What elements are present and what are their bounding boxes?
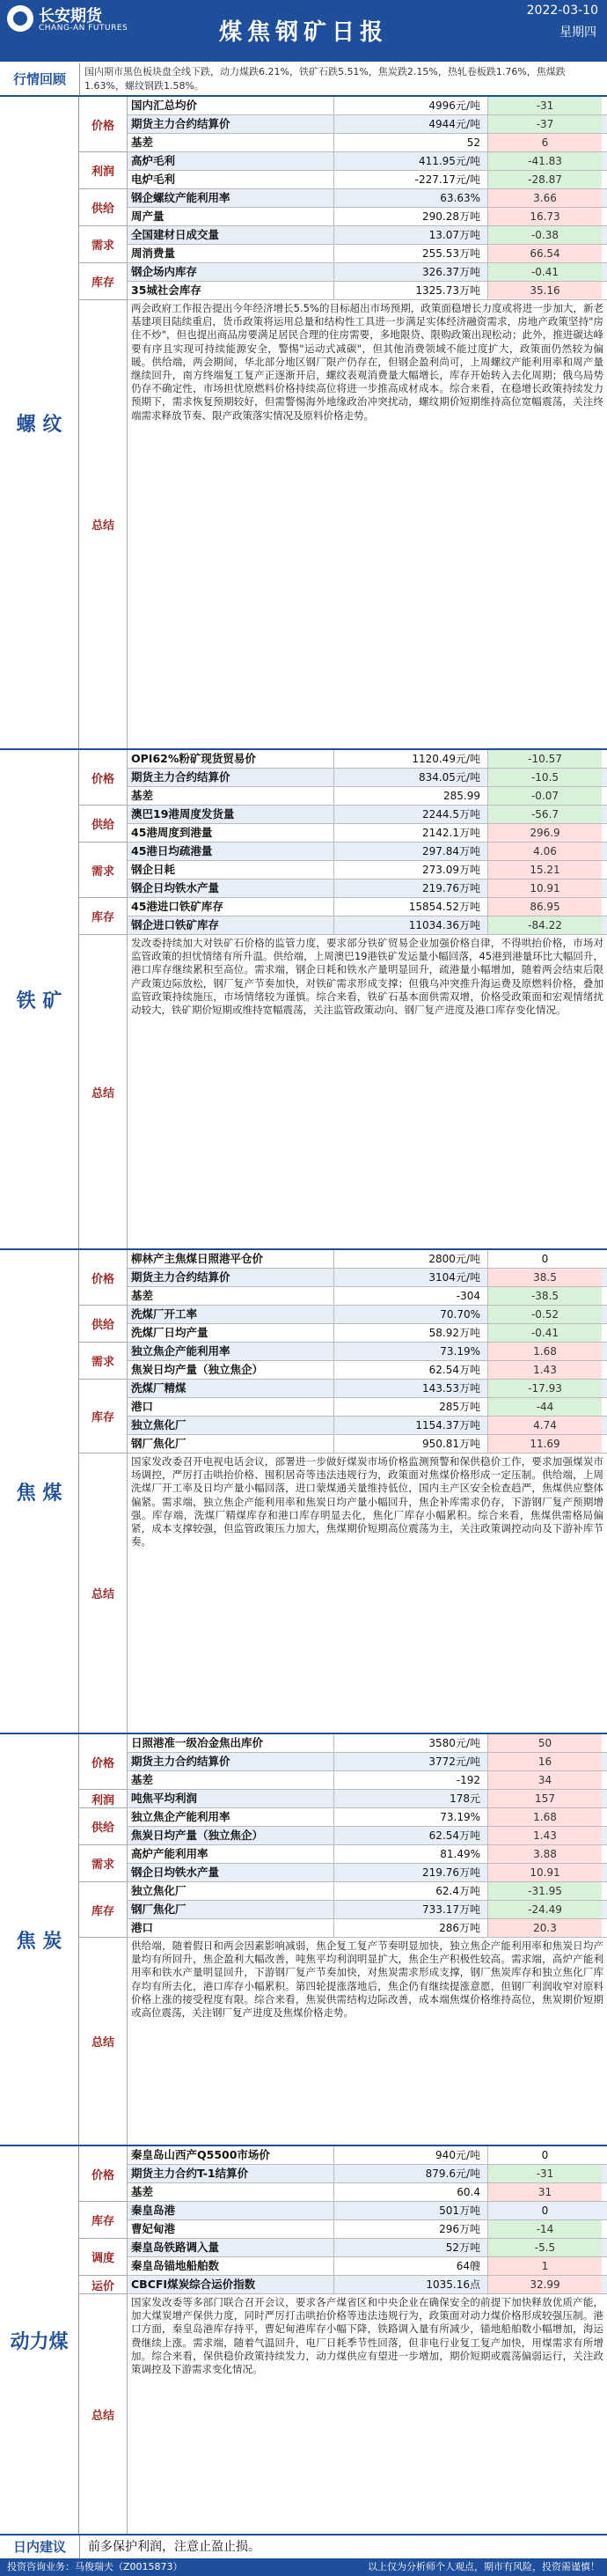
indicator-change: 296.9 bbox=[488, 824, 602, 842]
indicator-change: 0 bbox=[541, 1253, 549, 1265]
indicator-change: -37 bbox=[488, 115, 602, 133]
indicator-name: 钢企日均铁水产量 bbox=[128, 880, 334, 897]
indicator-name: 秦皇岛港 bbox=[128, 2202, 334, 2219]
table-row bbox=[128, 1361, 607, 1380]
indicator-value: 2244.5万吨 bbox=[334, 806, 488, 823]
indicator-value: 63.63% bbox=[334, 189, 488, 207]
indicator-group bbox=[79, 2239, 607, 2276]
indicator-value: 1325.73万吨 bbox=[334, 282, 488, 299]
indicator-value: -192 bbox=[334, 1771, 488, 1789]
indicator-change: 0 bbox=[541, 2149, 549, 2161]
table-row bbox=[128, 750, 607, 769]
indicator-name: 港口 bbox=[128, 1398, 334, 1416]
summary-text: 国家发改委等多部门联合召开会议，要求各产煤省区和中央企业在确保安全的前提下加快释放优质产能，加大煤炭增产保供力度，同时严厉打击哄抬价格等违法违规行为，政策面对动力煤价格形成较强压制。港口方面，秦皇岛港库存持平，曹妃甸港库存小幅下降，铁路调入量有所减少，锚地船舶数小幅增加，海运费继续上涨。需求端，随着气温回升，电厂日耗季节性回落，但非电行业复工复产加快，用煤需求有所增加。综合来看，保供稳价政策持续发力，动力煤供应有望进一步增加，期价短期或震荡偏弱运行，关注政策调控及下游需求变化情况。 bbox=[131, 2296, 603, 2376]
table-row bbox=[128, 1845, 607, 1864]
table-row bbox=[128, 1919, 607, 1938]
summary-label: 总结 bbox=[79, 1938, 128, 2145]
indicator-category: 库存 bbox=[79, 1882, 128, 1938]
indicator-name: 基差 bbox=[128, 1287, 334, 1305]
indicator-value: 3772元/吨 bbox=[334, 1753, 488, 1770]
indicator-name: 周产量 bbox=[128, 208, 334, 225]
indicator-name: 焦炭日均产量（独立焦企） bbox=[128, 1361, 334, 1379]
indicator-group bbox=[79, 2276, 607, 2294]
table-row bbox=[128, 769, 607, 787]
indicator-group bbox=[79, 1734, 607, 1790]
summary-label: 总结 bbox=[79, 935, 128, 1248]
market-review-label: 行情回顾 bbox=[0, 63, 80, 95]
indicator-value: 15854.52万吨 bbox=[334, 898, 488, 916]
indicator-group bbox=[79, 1882, 607, 1938]
indicator-value: 13.07万吨 bbox=[334, 226, 488, 244]
table-row bbox=[128, 1882, 607, 1901]
table-row bbox=[128, 843, 607, 861]
indicator-value: 219.76万吨 bbox=[334, 880, 488, 897]
indicator-change: 3.88 bbox=[488, 1845, 602, 1863]
indicator-name: 期货主力合约结算价 bbox=[128, 1269, 334, 1286]
table-row bbox=[128, 189, 607, 208]
summary-text: 供给端，随着假日和两会因素影响减弱，焦企复工复产节奏明显加快，独立焦企产能利用率和焦炭日均产量均有所回升，焦企盈利大幅改善，吨焦平均利润明显扩大，焦企生产积极性较高。需求端，高炉产能利用率和铁水产量明显回升，下游钢厂复产节奏加快，对焦炭需求形成支撑，钢厂焦炭库存和独立焦化厂库存均有所去化，港口库存小幅累积。第四轮提涨落地后，焦企仍有继续提涨意愿，但钢厂利润收窄对原料价格上涨的接受程度有限。综合来看，焦炭供需结构边际改善，成本端焦煤价格维持高位，焦炭期价短期或高位震荡，关注钢厂复产进度及焦煤价格走势。 bbox=[131, 1939, 603, 2020]
indicator-change: 4.06 bbox=[488, 843, 602, 860]
indicator-value: 950.81万吨 bbox=[334, 1435, 488, 1453]
indicator-value: 62.54万吨 bbox=[334, 1361, 488, 1379]
table-row bbox=[128, 1287, 607, 1306]
indicator-change: 38.5 bbox=[488, 1269, 602, 1286]
indicator-value: 52万吨 bbox=[334, 2239, 488, 2256]
indicator-table bbox=[79, 97, 607, 300]
summary-label: 总结 bbox=[79, 1454, 128, 1733]
indicator-table bbox=[79, 2146, 607, 2294]
indicator-value: 296万吨 bbox=[334, 2220, 488, 2238]
indicator-group bbox=[79, 263, 607, 300]
market-review-text: 国内期市黑色板块盘全线下跌，动力煤跌6.21%，铁矿石跌5.51%，焦炭跌2.15%，热轧卷板跌1.76%，焦煤跌1.63%，螺纹钢跌1.58%。 bbox=[84, 66, 566, 92]
indicator-change: -0.38 bbox=[488, 226, 602, 244]
indicator-name: 周消费量 bbox=[128, 245, 334, 262]
indicator-change: 0 bbox=[541, 2204, 549, 2217]
table-row bbox=[128, 1771, 607, 1790]
indicator-change: -0.41 bbox=[488, 263, 602, 281]
table-row bbox=[128, 282, 607, 300]
indicator-name: 钢企日耗 bbox=[128, 861, 334, 879]
table-row bbox=[128, 861, 607, 880]
indicator-category: 需求 bbox=[79, 1845, 128, 1882]
indicator-value: 290.28万吨 bbox=[334, 208, 488, 225]
indicator-name: 国内汇总均价 bbox=[128, 97, 334, 114]
indicator-change: -10.5 bbox=[488, 769, 602, 786]
indicator-value: 297.84万吨 bbox=[334, 843, 488, 860]
indicator-value: 1154.37万吨 bbox=[334, 1417, 488, 1434]
table-row bbox=[128, 97, 607, 115]
indicator-name: 期货主力合约T-1结算价 bbox=[128, 2165, 334, 2182]
indicator-name: 电炉毛利 bbox=[128, 171, 334, 188]
indicator-change: 16 bbox=[488, 1753, 602, 1770]
indicator-change: 10.91 bbox=[488, 880, 602, 897]
indicator-change: 35.16 bbox=[488, 282, 602, 299]
table-row bbox=[128, 1306, 607, 1324]
indicator-value: 1120.49元/吨 bbox=[334, 750, 488, 768]
indicator-name: 基差 bbox=[128, 2183, 334, 2201]
indicator-value: 285万吨 bbox=[334, 1398, 488, 1416]
indicator-change: 66.54 bbox=[488, 245, 602, 262]
indicator-category: 价格 bbox=[79, 97, 128, 152]
indicator-name: 秦皇岛锚地船舶数 bbox=[128, 2257, 334, 2275]
indicator-name: 澳巴19港周度发货量 bbox=[128, 806, 334, 823]
indicator-category: 供给 bbox=[79, 806, 128, 843]
intraday-advice-label: 日内建议 bbox=[0, 2536, 80, 2558]
indicator-value: 143.53万吨 bbox=[334, 1380, 488, 1397]
indicator-name: 全国建材日成交量 bbox=[128, 226, 334, 244]
indicator-category: 库存 bbox=[79, 1380, 128, 1454]
section-thermal-coal bbox=[0, 2146, 607, 2536]
table-row bbox=[128, 1864, 607, 1882]
indicator-change: -10.57 bbox=[488, 750, 602, 768]
indicator-name: 期货主力合约结算价 bbox=[128, 1753, 334, 1770]
indicator-change: 1 bbox=[488, 2257, 602, 2275]
company-name: 长安期货 bbox=[39, 7, 102, 26]
indicator-category: 库存 bbox=[79, 263, 128, 300]
indicator-name: 45港进口铁矿库存 bbox=[128, 898, 334, 916]
indicator-group bbox=[79, 898, 607, 935]
indicator-name: 基差 bbox=[128, 134, 334, 151]
table-row bbox=[128, 2276, 607, 2294]
indicator-change: -56.7 bbox=[488, 806, 602, 823]
indicator-name: 钢厂焦化厂 bbox=[128, 1901, 334, 1918]
indicator-category: 利润 bbox=[79, 1790, 128, 1808]
indicator-group bbox=[79, 750, 607, 806]
company-name-en: CHANG-AN FUTURES bbox=[39, 24, 128, 33]
report-date: 2022-03-10 bbox=[526, 4, 598, 18]
indicator-change: 1.43 bbox=[488, 1361, 602, 1379]
summary-label: 总结 bbox=[79, 2294, 128, 2534]
summary-block bbox=[79, 1454, 607, 1733]
indicator-value: -304 bbox=[334, 1287, 488, 1305]
indicator-value: 62.54万吨 bbox=[334, 1827, 488, 1844]
indicator-category: 需求 bbox=[79, 226, 128, 263]
indicator-name: 独立焦企产能利用率 bbox=[128, 1343, 334, 1360]
indicator-group bbox=[79, 1250, 607, 1306]
indicator-name: 秦皇岛铁路调入量 bbox=[128, 2239, 334, 2256]
indicator-name: 高炉毛利 bbox=[128, 152, 334, 170]
indicator-group bbox=[79, 1380, 607, 1454]
table-row bbox=[128, 1398, 607, 1417]
indicator-name: 45港周度到港量 bbox=[128, 824, 334, 842]
indicator-change: 1.68 bbox=[488, 1343, 602, 1360]
indicator-value: 3580元/吨 bbox=[334, 1734, 488, 1752]
indicator-value: 73.19% bbox=[334, 1343, 488, 1360]
summary-label: 总结 bbox=[79, 300, 128, 748]
indicator-name: 日照港准一级冶金焦出库价 bbox=[128, 1734, 334, 1752]
intraday-advice bbox=[0, 2536, 607, 2559]
indicator-category: 价格 bbox=[79, 2146, 128, 2202]
table-row bbox=[128, 1343, 607, 1361]
indicator-value: -227.17元/吨 bbox=[334, 171, 488, 188]
indicator-name: 期货主力合约结算价 bbox=[128, 115, 334, 133]
table-row bbox=[128, 1435, 607, 1454]
indicator-name: 独立焦企产能利用率 bbox=[128, 1808, 334, 1826]
indicator-group bbox=[79, 1790, 607, 1808]
indicator-change: -0.41 bbox=[488, 1324, 602, 1342]
intraday-advice-text: 前多保护利润，注意止盈止损。 bbox=[88, 2540, 260, 2554]
indicator-change: 31 bbox=[488, 2183, 602, 2201]
indicator-category: 运价 bbox=[79, 2276, 128, 2294]
indicator-change: -31 bbox=[488, 97, 602, 114]
indicator-group bbox=[79, 843, 607, 898]
summary-block bbox=[79, 935, 607, 1248]
table-row bbox=[128, 898, 607, 916]
indicator-value: 4944元/吨 bbox=[334, 115, 488, 133]
indicator-change: 6 bbox=[488, 134, 602, 151]
indicator-change: -5.5 bbox=[488, 2239, 602, 2256]
indicator-category: 价格 bbox=[79, 1250, 128, 1306]
indicator-value: 178元 bbox=[334, 1790, 488, 1807]
summary-block bbox=[79, 300, 607, 748]
indicator-name: 柳林产主焦煤日照港平仓价 bbox=[128, 1250, 334, 1268]
indicator-category: 供给 bbox=[79, 1808, 128, 1845]
indicator-group bbox=[79, 1845, 607, 1882]
indicator-value: 2800元/吨 bbox=[334, 1250, 488, 1268]
indicator-name: 钢企场内库存 bbox=[128, 263, 334, 281]
section-label: 焦 煤 bbox=[0, 1250, 79, 1733]
indicator-name: 秦皇岛山西产Q5500市场价 bbox=[128, 2146, 334, 2164]
indicator-change: -0.52 bbox=[488, 1306, 602, 1323]
indicator-value: 255.53万吨 bbox=[334, 245, 488, 262]
indicator-value: 64艘 bbox=[334, 2257, 488, 2275]
indicator-name: 基差 bbox=[128, 787, 334, 805]
table-row bbox=[128, 208, 607, 226]
indicator-value: 219.76万吨 bbox=[334, 1864, 488, 1881]
table-row bbox=[128, 1324, 607, 1343]
indicator-name: 吨焦平均利润 bbox=[128, 1790, 334, 1807]
indicator-name: 独立焦化厂 bbox=[128, 1882, 334, 1900]
table-row bbox=[128, 2202, 607, 2220]
indicator-name: 洗煤厂开工率 bbox=[128, 1306, 334, 1323]
section-label: 铁 矿 bbox=[0, 750, 79, 1248]
indicator-change: 50 bbox=[488, 1734, 602, 1752]
indicator-change: -41.83 bbox=[488, 152, 602, 170]
table-row bbox=[128, 2165, 607, 2183]
report-weekday: 星期四 bbox=[559, 26, 596, 40]
indicator-name: 钢企日均铁水产量 bbox=[128, 1864, 334, 1881]
report-footer bbox=[0, 2558, 607, 2576]
summary-block bbox=[79, 1938, 607, 2145]
indicator-category: 库存 bbox=[79, 2202, 128, 2239]
table-row bbox=[128, 1901, 607, 1919]
table-row bbox=[128, 916, 607, 935]
indicator-change: 32.99 bbox=[488, 2276, 602, 2293]
indicator-change: 86.95 bbox=[488, 898, 602, 916]
indicator-change: -38.5 bbox=[488, 1287, 602, 1305]
table-row bbox=[128, 263, 607, 282]
summary-text: 发改委持续加大对铁矿石价格的监管力度，要求部分铁矿贸易企业加强价格自律，不得哄抬价格，市场对监管政策的担忧情绪有所升温。供给端，上周澳巴19港铁矿发运量小幅回落，45港到港量环比大幅回升，港口库存继续累积至高位。需求端，钢企日耗和铁水产量明显回升，疏港量小幅增加，随着两会结束后限产政策边际放松，钢厂复产节奏加快，对铁矿需求形成支撑；但俄乌冲突推升海运费及原燃料价格，叠加监管政策持续施压，市场情绪较为谨慎。综合来看，铁矿石基本面供需双增，价格受政策面和宏观情绪扰动较大，铁矿期价短期或维持宽幅震荡，关注监管政策动向、钢厂复产进度及港口库存变化情况。 bbox=[131, 937, 603, 1017]
table-row bbox=[128, 115, 607, 134]
table-row bbox=[128, 1269, 607, 1287]
table-row bbox=[128, 226, 607, 245]
table-row bbox=[128, 245, 607, 263]
indicator-change: 16.73 bbox=[488, 208, 602, 225]
summary-block bbox=[79, 2294, 607, 2534]
indicator-name: 钢企螺纹产能利用率 bbox=[128, 189, 334, 207]
table-row bbox=[128, 1250, 607, 1269]
indicator-name: 焦炭日均产量（独立焦企） bbox=[128, 1827, 334, 1844]
indicator-value: 733.17万吨 bbox=[334, 1901, 488, 1918]
indicator-table bbox=[79, 1250, 607, 1454]
indicator-group bbox=[79, 1343, 607, 1380]
indicator-value: 60.4 bbox=[334, 2183, 488, 2201]
market-review bbox=[0, 63, 607, 97]
section-label: 螺 纹 bbox=[0, 97, 79, 748]
table-row bbox=[128, 880, 607, 898]
table-row bbox=[128, 1808, 607, 1827]
indicator-change: -31.95 bbox=[488, 1882, 602, 1900]
table-row bbox=[128, 152, 607, 171]
indicator-name: 洗煤厂精煤 bbox=[128, 1380, 334, 1397]
indicator-category: 库存 bbox=[79, 898, 128, 935]
table-row bbox=[128, 2257, 607, 2276]
table-row bbox=[128, 134, 607, 152]
indicator-group bbox=[79, 189, 607, 226]
indicator-change: 34 bbox=[488, 1771, 602, 1789]
indicator-change: 20.3 bbox=[488, 1919, 602, 1937]
section-label: 动力煤 bbox=[0, 2146, 79, 2534]
table-row bbox=[128, 806, 607, 824]
table-row bbox=[128, 1790, 607, 1808]
indicator-name: 曹妃甸港 bbox=[128, 2220, 334, 2238]
section-coking-coal bbox=[0, 1250, 607, 1734]
indicator-value: 501万吨 bbox=[334, 2202, 488, 2219]
indicator-value: 326.37万吨 bbox=[334, 263, 488, 281]
indicator-category: 利润 bbox=[79, 152, 128, 189]
indicator-category: 价格 bbox=[79, 1734, 128, 1790]
indicator-category: 调度 bbox=[79, 2239, 128, 2276]
indicator-category: 需求 bbox=[79, 843, 128, 898]
indicator-value: 879.6元/吨 bbox=[334, 2165, 488, 2182]
indicator-value: 940元/吨 bbox=[334, 2146, 488, 2164]
table-row bbox=[128, 1753, 607, 1771]
table-row bbox=[128, 787, 607, 806]
indicator-change: -17.93 bbox=[488, 1380, 602, 1397]
indicator-change: -14 bbox=[488, 2220, 602, 2238]
indicator-name: CBCFI煤炭综合运价指数 bbox=[128, 2276, 334, 2293]
indicator-name: 期货主力合约结算价 bbox=[128, 769, 334, 786]
indicator-value: 58.92万吨 bbox=[334, 1324, 488, 1342]
indicator-group bbox=[79, 152, 607, 189]
table-row bbox=[128, 2183, 607, 2202]
indicator-change: 1.68 bbox=[488, 1808, 602, 1826]
section-iron-ore bbox=[0, 750, 607, 1250]
indicator-name: 基差 bbox=[128, 1771, 334, 1789]
indicator-name: 45港日均疏港量 bbox=[128, 843, 334, 860]
indicator-table bbox=[79, 750, 607, 935]
indicator-category: 需求 bbox=[79, 1343, 128, 1380]
indicator-name: 港口 bbox=[128, 1919, 334, 1937]
table-row bbox=[128, 824, 607, 843]
indicator-change: 4.74 bbox=[488, 1417, 602, 1434]
indicator-group bbox=[79, 97, 607, 152]
indicator-name: 钢企进口铁矿库存 bbox=[128, 916, 334, 934]
indicator-change: -0.07 bbox=[488, 787, 602, 805]
table-row bbox=[128, 1380, 607, 1398]
indicator-name: 钢厂焦化厂 bbox=[128, 1435, 334, 1453]
table-row bbox=[128, 2220, 607, 2239]
indicator-name: 独立焦化厂 bbox=[128, 1417, 334, 1434]
indicator-change: 157 bbox=[488, 1790, 602, 1807]
report-title: 煤焦钢矿日报 bbox=[218, 19, 388, 46]
indicator-change: 1.43 bbox=[488, 1827, 602, 1844]
indicator-group bbox=[79, 2202, 607, 2239]
section-coke bbox=[0, 1734, 607, 2146]
indicator-group bbox=[79, 1808, 607, 1845]
indicator-value: 73.19% bbox=[334, 1808, 488, 1826]
indicator-change: -44 bbox=[488, 1398, 602, 1416]
indicator-group bbox=[79, 1306, 607, 1343]
indicator-change: -24.49 bbox=[488, 1901, 602, 1918]
summary-text: 两会政府工作报告提出今年经济增长5.5%的目标超出市场预期，政策面稳增长力度或将进一步加大，新老基建项目陆续重启，货币政策将运用总量和结构性工具进一步满足实体经济融资需求，房地产政策坚持"房住不炒"，但也提出商品房要满足居民合理的住房需要，多地限贷、限购政策出现松动；此外，推进碳达峰要有序且实现可持续能源安全，警惕"运动式减碳"，但其他消费领域不能过度扩大，政策面仍然较为偏暖。供给端，两会期间，华北部分地区钢厂限产仍存在，但钢企盈利尚可，上周螺纹产能利用率和周产量继续回升，南方终端复工复产正逐渐开启，螺纹表观消费量大幅增长，库存开始转入去化周期；俄乌局势仍存不确定性，市场担忧原燃料价格持续高位将进一步推高成材成本。综合来看，在稳增长政策持续发力预期下，需求恢复预期较好，但需警惕海外地缘政治冲突扰动，螺纹期价短期维持高位宽幅震荡，关注终端需求释放节奏、限产政策落实情况及原料价格走势。 bbox=[131, 302, 603, 422]
indicator-value: 273.09万吨 bbox=[334, 861, 488, 879]
indicator-value: 81.49% bbox=[334, 1845, 488, 1863]
section-rebar bbox=[0, 97, 607, 750]
analyst-credit: 投资咨询业务：马俊瑞夫（Z0015873） bbox=[7, 2561, 183, 2572]
indicator-change: -31 bbox=[488, 2165, 602, 2182]
indicator-value: 62.4万吨 bbox=[334, 1882, 488, 1900]
indicator-name: 洗煤厂日均产量 bbox=[128, 1324, 334, 1342]
indicator-table bbox=[79, 1734, 607, 1938]
indicator-change: 3.66 bbox=[488, 189, 602, 207]
indicator-value: 1035.16点 bbox=[334, 2276, 488, 2293]
indicator-category: 价格 bbox=[79, 750, 128, 806]
indicator-change: -28.87 bbox=[488, 171, 602, 188]
indicator-value: 285.99 bbox=[334, 787, 488, 805]
indicator-name: 高炉产能利用率 bbox=[128, 1845, 334, 1863]
indicator-value: 2142.1万吨 bbox=[334, 824, 488, 842]
indicator-category: 供给 bbox=[79, 189, 128, 226]
indicator-value: 11034.36万吨 bbox=[334, 916, 488, 934]
indicator-change: -84.22 bbox=[488, 916, 602, 934]
risk-disclaimer: 以上仅为分析师个人观点，期市有风险，投资需谨慎！ bbox=[368, 2561, 600, 2572]
indicator-category: 供给 bbox=[79, 1306, 128, 1343]
indicator-name: 35城社会库存 bbox=[128, 282, 334, 299]
indicator-value: 834.05元/吨 bbox=[334, 769, 488, 786]
indicator-change: 11.69 bbox=[488, 1435, 602, 1453]
indicator-change: 10.91 bbox=[488, 1864, 602, 1881]
indicator-value: 286万吨 bbox=[334, 1919, 488, 1937]
table-row bbox=[128, 1417, 607, 1435]
table-row bbox=[128, 171, 607, 189]
indicator-value: 3104元/吨 bbox=[334, 1269, 488, 1286]
indicator-value: 70.70% bbox=[334, 1306, 488, 1323]
summary-text: 国家发改委召开电视电话会议，部署进一步做好煤炭市场价格监测预警和保供稳价工作，要求加强煤炭市场调控，严厉打击哄抬价格、囤积居奇等违法违规行为，政策面对焦煤价格形成一定压制。供给端，上周洗煤厂开工率及日均产量小幅回落，进口蒙煤通关量维持低位，国内主产区安全检查趋严，焦煤供应整体偏紧。需求端，独立焦企产能利用率和焦炭日均产量小幅回升，焦企补库需求仍存，下游钢厂复产预期增强。库存端，洗煤厂精煤库存和港口库存明显去化，焦化厂库存小幅累积。综合来看，焦煤供需格局偏紧，成本支撑较强，但监管政策压力加大，焦煤期价短期高位震荡为主，关注政策调控动向及下游补库节奏。 bbox=[131, 1455, 603, 1549]
indicator-group bbox=[79, 226, 607, 263]
table-row bbox=[128, 2146, 607, 2165]
indicator-value: 52 bbox=[334, 134, 488, 151]
table-row bbox=[128, 1827, 607, 1845]
report-header bbox=[0, 0, 607, 62]
indicator-group bbox=[79, 806, 607, 843]
indicator-group bbox=[79, 2146, 607, 2202]
indicator-value: 4996元/吨 bbox=[334, 97, 488, 114]
table-row bbox=[128, 2239, 607, 2257]
indicator-value: 411.95元/吨 bbox=[334, 152, 488, 170]
indicator-name: OPI62%粉矿现货贸易价 bbox=[128, 750, 334, 768]
section-label: 焦 炭 bbox=[0, 1734, 79, 2145]
table-row bbox=[128, 1734, 607, 1753]
indicator-change: 15.21 bbox=[488, 861, 602, 879]
